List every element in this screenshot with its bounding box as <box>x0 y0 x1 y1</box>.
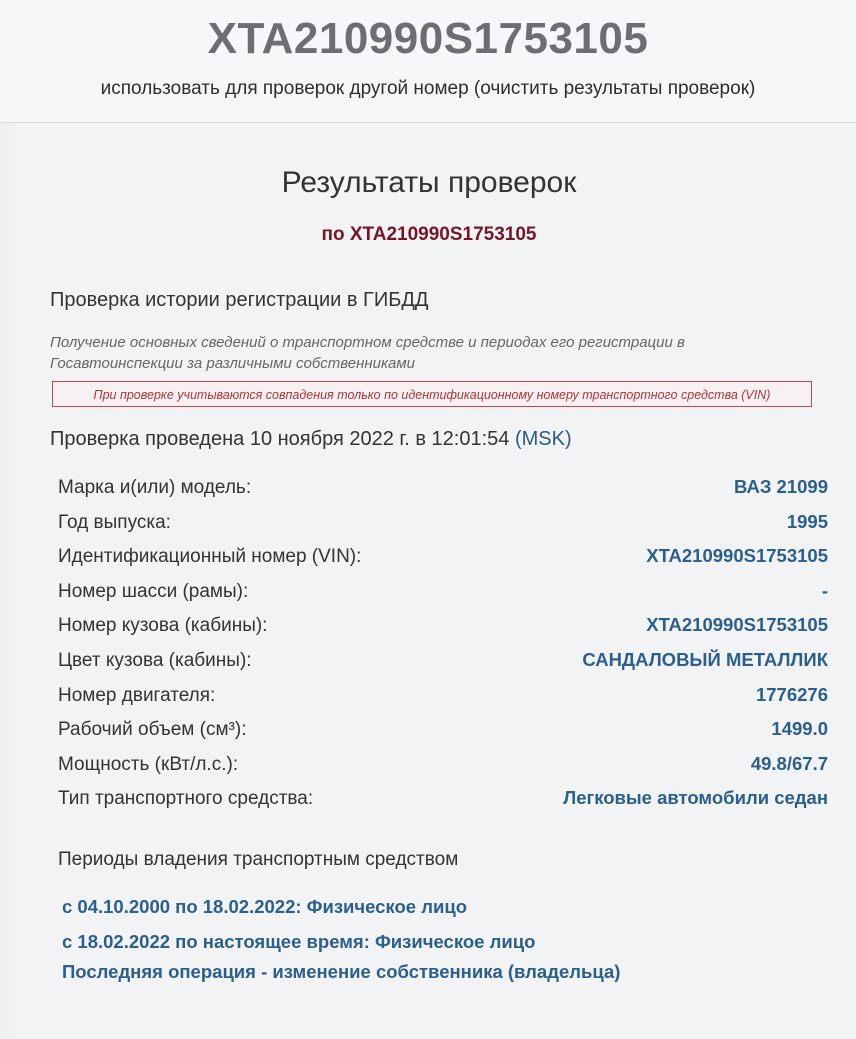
section-title: Проверка истории регистрации в ГИБДД <box>50 289 429 311</box>
detail-label: Идентификационный номер (VIN): <box>58 546 362 568</box>
detail-value: XTA210990S1753105 <box>646 545 828 567</box>
detail-label: Рабочий объем (см³): <box>58 719 247 741</box>
ownership-period: с 18.02.2022 по настоящее время: Физическое лицо <box>62 931 536 952</box>
detail-row-chassis <box>58 580 828 615</box>
detail-label: Тип транспортного средства: <box>58 788 314 810</box>
detail-value: - <box>821 579 828 601</box>
detail-label: Марка и(или) модель: <box>58 477 252 498</box>
detail-label: Номер кузова (кабины): <box>58 615 268 637</box>
detail-label: Год выпуска: <box>58 511 171 533</box>
detail-value: 1776276 <box>755 683 828 705</box>
detail-row-engine-number <box>58 684 828 719</box>
last-operation: Последняя операция - изменение собственника (владельца) <box>62 961 621 982</box>
detail-row-year <box>58 511 828 546</box>
detail-value: САНДАЛОВЫЙ МЕТАЛЛИК <box>582 648 828 670</box>
ownership-periods-title: Периоды владения транспортным средством <box>58 849 459 870</box>
check-date-timezone: (MSK) <box>514 428 572 450</box>
detail-value: 1995 <box>786 510 828 532</box>
detail-value: ВАЗ 21099 <box>734 476 828 497</box>
vehicle-details <box>58 476 828 822</box>
results-subtitle: по XTA210990S1753105 <box>321 224 537 245</box>
detail-label: Цвет кузова (кабины): <box>58 649 252 671</box>
check-date <box>50 428 572 451</box>
detail-value: 49.8/67.7 <box>750 752 828 774</box>
results-panel <box>14 124 856 1039</box>
ownership-period: с 04.10.2000 по 18.02.2022: Физическое лицо <box>62 896 468 917</box>
detail-row-displacement <box>58 718 828 753</box>
detail-value: XTA210990S1753105 <box>646 614 828 636</box>
detail-row-power <box>58 753 828 788</box>
reset-checks-link[interactable]: использовать для проверок другой номер (очистить результаты проверок) <box>100 78 756 99</box>
section-description: Получение основных сведений о транспортном средстве и периодах его регистрации в Госавтоинспекции за различными собственниками <box>50 334 685 372</box>
detail-label: Номер шасси (рамы): <box>58 580 249 602</box>
detail-row-vehicle-type <box>58 787 828 822</box>
detail-label: Мощность (кВт/л.с.): <box>58 753 239 775</box>
vin-warning-notice: При проверке учитываются совпадения только по идентификационному номеру транспортного средства (VIN) <box>52 381 812 407</box>
check-date-text: Проверка проведена 10 ноября 2022 г. в 12:01:54 <box>50 428 510 450</box>
vin-title: XTA210990S1753105 <box>207 14 649 63</box>
detail-label: Номер двигателя: <box>58 684 216 706</box>
detail-row-body-number <box>58 614 828 649</box>
detail-value: Легковые автомобили седан <box>563 787 828 809</box>
detail-row-vin <box>58 545 828 580</box>
detail-row-body-color <box>58 649 828 684</box>
detail-value: 1499.0 <box>771 718 828 740</box>
results-title: Результаты проверок <box>281 166 577 199</box>
detail-row-make-model <box>58 476 828 511</box>
header-bar <box>0 0 856 123</box>
